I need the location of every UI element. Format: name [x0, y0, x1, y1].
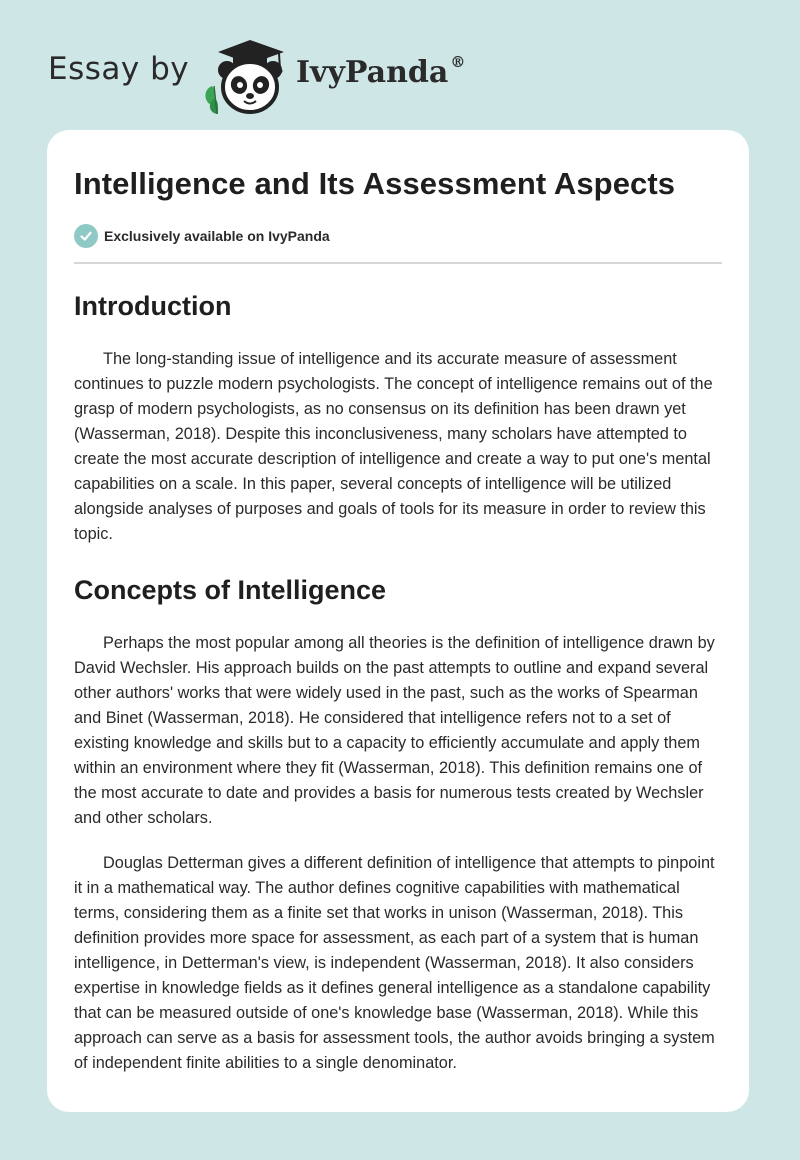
registered-mark: ® — [450, 53, 466, 71]
section-concepts-of-intelligence — [74, 574, 722, 1076]
exclusive-badge — [74, 223, 722, 249]
essay-by-label: Essay by — [48, 51, 190, 87]
check-icon — [74, 224, 98, 248]
concepts-paragraph-2: Douglas Detterman gives a different definition of intelligence that attempts to pinpoint it in a mathematical way. The author defines cognitive capabilities with mathematical terms, considering them as a finite set that works in unison (Wasserman, 2018). This definition provides more space for assessment, as each part of a system that is human intelligence, in Detterman's view, is independent (Wasserman, 2018). It also considers expertise in knowledge fields as it defines general intelligence as a standalone capability that can be measured outside of one's knowledge base (Wasserman, 2018). While this approach can serve as a basis for assessment tools, the author avoids bringing a system of independent finite abilities to a single denominator. — [74, 854, 715, 1072]
introduction-paragraph: The long-standing issue of intelligence and its accurate measure of assessment continues to puzzle modern psychologists. The concept of intelligence remains out of the grasp of modern psychologists, as no consensus on its definition has been drawn yet (Wasserman, 2018). Despite this inconclusiveness, many scholars have attempted to create the most accurate description of intelligence and create a way to put one's mental capabilities on a scale. In this paper, several concepts of intelligence will be utilized alongside analyses of purposes and goals of tools for its measure in order to review this topic. — [74, 350, 713, 543]
section-heading-concepts: Concepts of Intelligence — [74, 575, 387, 605]
site-header — [48, 34, 508, 114]
brand-name: IvyPanda ® — [296, 53, 466, 90]
exclusive-badge-text: Exclusively available on IvyPanda — [104, 228, 330, 244]
section-heading-introduction: Introduction — [74, 291, 232, 321]
title-divider — [74, 262, 722, 264]
ivypanda-logo-link[interactable] — [200, 34, 292, 114]
panda-logo-icon — [200, 34, 292, 114]
essay-card — [47, 130, 749, 1112]
concepts-paragraph-1: Perhaps the most popular among all theories is the definition of intelligence drawn by David Wechsler. His approach builds on the past attempts to outline and expand several other authors' works that were widely used in the past, such as the works of Spearman and Binet (Wasserman, 2018). He considered that intelligence refers not to a set of existing knowledge and skills but to a capacity to efficiently accumulate and apply them within an environment where they fit (Wasserman, 2018). This definition remains one of the most accurate to date and provides a basis for numerous tests created by Wechsler and other scholars. — [74, 634, 715, 827]
section-introduction — [74, 290, 722, 547]
essay-title: Intelligence and Its Assessment Aspects — [74, 166, 676, 201]
